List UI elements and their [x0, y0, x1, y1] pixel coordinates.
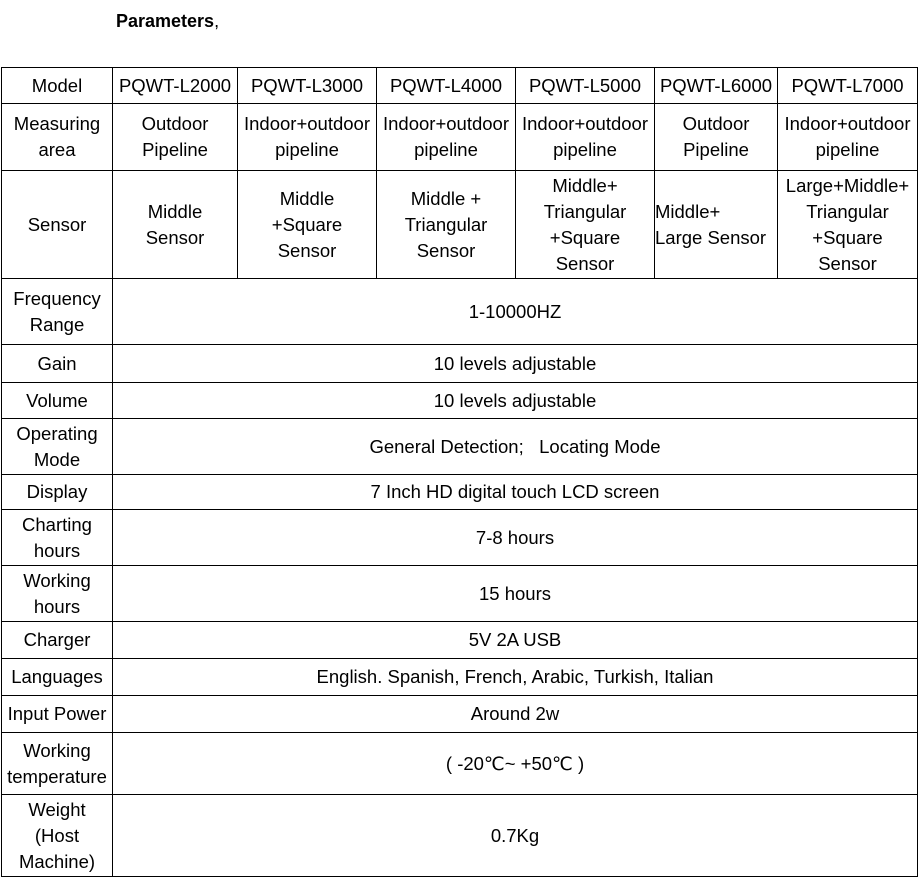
volume-row	[2, 383, 918, 419]
frequency-range-row	[2, 279, 918, 345]
row-value: 1-10000HZ	[113, 279, 918, 345]
measuring-area-cell: Outdoor Pipeline	[655, 104, 778, 171]
row-label: Weight (Host Machine)	[2, 795, 113, 877]
page-heading	[116, 10, 219, 32]
row-label: Gain	[2, 345, 113, 383]
row-label: Working temperature	[2, 733, 113, 795]
row-value: General Detection; Locating Mode	[113, 419, 918, 475]
row-label: Display	[2, 475, 113, 510]
measuring-area-row	[2, 104, 918, 171]
model-cell: PQWT-L4000	[377, 68, 516, 104]
sensor-cell: Middle+ Large Sensor	[655, 171, 778, 279]
row-value: 10 levels adjustable	[113, 345, 918, 383]
measuring-area-cell: Indoor+outdoor pipeline	[238, 104, 377, 171]
model-cell: PQWT-L3000	[238, 68, 377, 104]
row-value: Around 2w	[113, 696, 918, 733]
measuring-area-cell: Indoor+outdoor pipeline	[516, 104, 655, 171]
model-cell: PQWT-L6000	[655, 68, 778, 104]
row-label: Frequency Range	[2, 279, 113, 345]
working-hours-row	[2, 566, 918, 622]
sensor-label: Sensor	[2, 171, 113, 279]
row-label: Operating Mode	[2, 419, 113, 475]
charting-hours-row	[2, 510, 918, 566]
display-row	[2, 475, 918, 510]
gain-row	[2, 345, 918, 383]
model-cell: PQWT-L5000	[516, 68, 655, 104]
row-label: Charger	[2, 622, 113, 659]
row-value: 7-8 hours	[113, 510, 918, 566]
parameters-table	[1, 67, 918, 877]
row-label: Working hours	[2, 566, 113, 622]
row-value: 5V 2A USB	[113, 622, 918, 659]
row-value: English. Spanish, French, Arabic, Turkish, Italian	[113, 659, 918, 696]
sensor-cell: Middle+ Triangular +Square Sensor	[516, 171, 655, 279]
sensor-cell: Large+Middle+ Triangular +Square Sensor	[778, 171, 918, 279]
sensor-row	[2, 171, 918, 279]
heading-title: Parameters	[116, 11, 215, 31]
languages-row	[2, 659, 918, 696]
row-label: Languages	[2, 659, 113, 696]
measuring-area-cell: Outdoor Pipeline	[113, 104, 238, 171]
model-cell: PQWT-L2000	[113, 68, 238, 104]
heading-suffix: ,	[214, 11, 220, 31]
row-label: Volume	[2, 383, 113, 419]
row-value: ( -20℃~ +50℃ )	[113, 733, 918, 795]
row-value: 7 Inch HD digital touch LCD screen	[113, 475, 918, 510]
measuring-area-cell: Indoor+outdoor pipeline	[778, 104, 918, 171]
working-temperature-row	[2, 733, 918, 795]
model-cell: PQWT-L7000	[778, 68, 918, 104]
sensor-cell: Middle + Triangular Sensor	[377, 171, 516, 279]
measuring-area-cell: Indoor+outdoor pipeline	[377, 104, 516, 171]
measuring-area-label: Measuring area	[2, 104, 113, 171]
model-row	[2, 68, 918, 104]
sensor-cell: Middle Sensor	[113, 171, 238, 279]
model-label: Model	[2, 68, 113, 104]
row-value: 0.7Kg	[113, 795, 918, 877]
charger-row	[2, 622, 918, 659]
weight-row	[2, 795, 918, 877]
row-label: Charting hours	[2, 510, 113, 566]
row-value: 15 hours	[113, 566, 918, 622]
row-label: Input Power	[2, 696, 113, 733]
sensor-cell: Middle +Square Sensor	[238, 171, 377, 279]
operating-mode-row	[2, 419, 918, 475]
row-value: 10 levels adjustable	[113, 383, 918, 419]
input-power-row	[2, 696, 918, 733]
